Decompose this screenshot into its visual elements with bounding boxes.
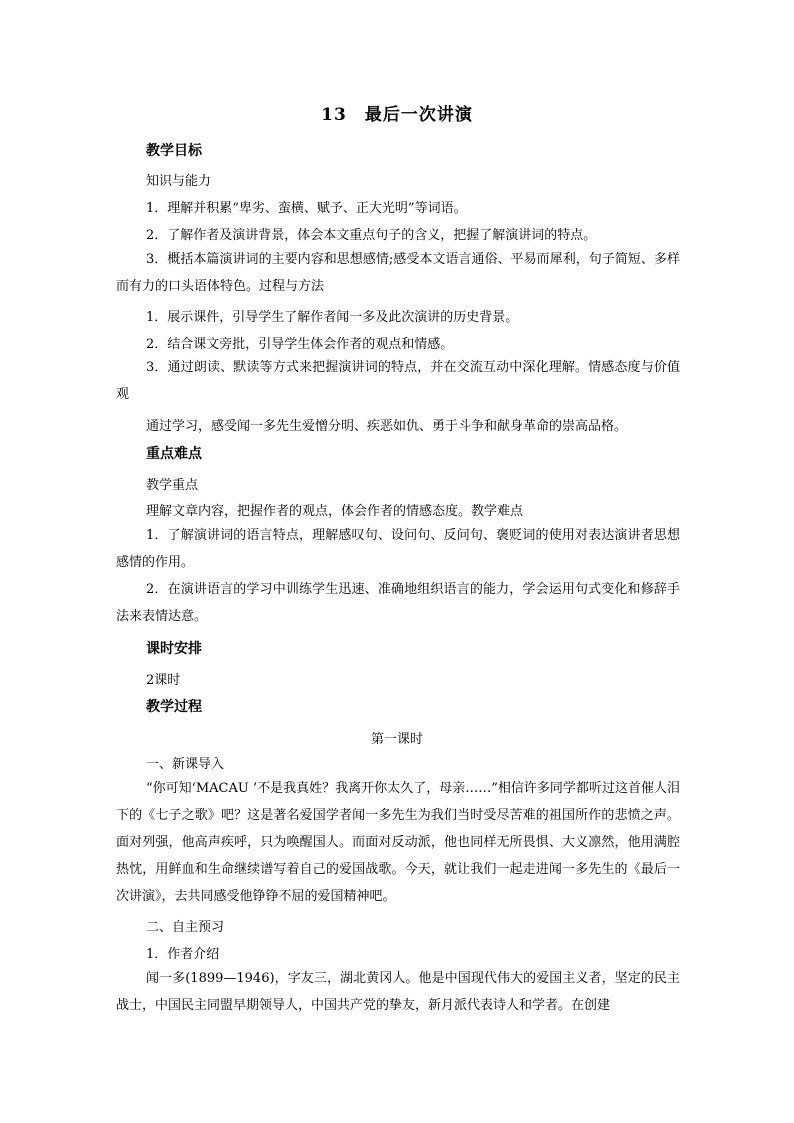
goal-e1: 通过学习，感受闻一多先生爱憎分明、疾恶如仇、勇于斗争和献身革命的崇高品格。 xyxy=(146,419,628,434)
subheading-knowledge: 知识与能力 xyxy=(146,174,212,189)
section-heading-teaching-goals: 教学目标 xyxy=(146,143,202,159)
step-intro-text: “你可知‘MACAU ’不是我真姓？我离开你太久了，母亲……”相信许多同学都听过这首催人泪下的《七子之歌》吧？这是著名爱国学者闻一多先生为我们当时受尽苦难的祖国所作的悲愤之声。面对列强，他高声疾呼，只为唤醒国人。而面对反动派，他也同样无所畏惧、大义凛然，他用满腔热忱，用鲜血和生命继续谱写着自己的爱国战歌。今天，就让我们一起走进闻一多先生的《最后一次讲演》，去共同感受他铮铮不屈的爱国精神吧。 xyxy=(116,781,680,904)
author-intro-text: 闻一多(1899—1946)，字友三，湖北黄冈人。他是中国现代伟大的爱国主义者，坚定的民主战士，中国民主同盟早期领导人，中国共产党的挚友，新月派代表诗人和学者。在创建 xyxy=(116,971,680,1013)
lesson-title xyxy=(0,100,794,125)
schedule-value: 2课时 xyxy=(146,673,181,688)
goal-p2: 2．结合课文旁批，引导学生体会作者的观点和情感。 xyxy=(146,337,454,352)
goal-k2: 2．了解作者及演讲背景，体会本文重点句子的含义，把握了解演讲词的特点。 xyxy=(146,228,597,243)
key-f1: 理解文章内容，把握作者的观点，体会作者的情感态度。教学难点 xyxy=(146,504,524,519)
section-heading-key-points: 重点难点 xyxy=(146,446,202,462)
lesson-number: 13 xyxy=(321,105,347,125)
section-heading-schedule: 课时安排 xyxy=(146,641,202,657)
goal-k3: 3．概括本篇演讲词的主要内容和思想感情;感受本文语言通俗、平易而犀利，句子简短、多样而有力的口头语体特色。过程与方法 xyxy=(116,252,680,294)
section-heading-process: 教学过程 xyxy=(146,699,202,715)
lesson-title-text: 最后一次讲演 xyxy=(364,105,473,125)
goal-k1: 1．理解并积累“卑劣、蛮横、赋予、正大光明”等词语。 xyxy=(146,201,467,216)
lesson-one-label: 第一课时 xyxy=(370,732,423,747)
key-d1: 1．了解演讲词的语言特点，理解感叹句、设问句、反问句、褒贬词的使用对表达演讲者思想感情的作用。 xyxy=(116,528,680,570)
author-intro-heading: 1．作者介绍 xyxy=(146,947,220,962)
subheading-focus: 教学重点 xyxy=(146,478,199,493)
step-intro-heading: 一、新课导入 xyxy=(146,757,225,772)
step-preview-heading: 二、自主预习 xyxy=(146,920,225,935)
key-d2: 2．在演讲语言的学习中训练学生迅速、准确地组织语言的能力，学会运用句式变化和修辞手法来表情达意。 xyxy=(116,582,680,624)
goal-p1: 1．展示课件，引导学生了解作者闻一多及此次演讲的历史背景。 xyxy=(146,310,519,325)
goal-p3: 3．通过朗读、默读等方式来把握演讲词的特点，并在交流互动中深化理解。情感态度与价值观 xyxy=(116,360,680,402)
